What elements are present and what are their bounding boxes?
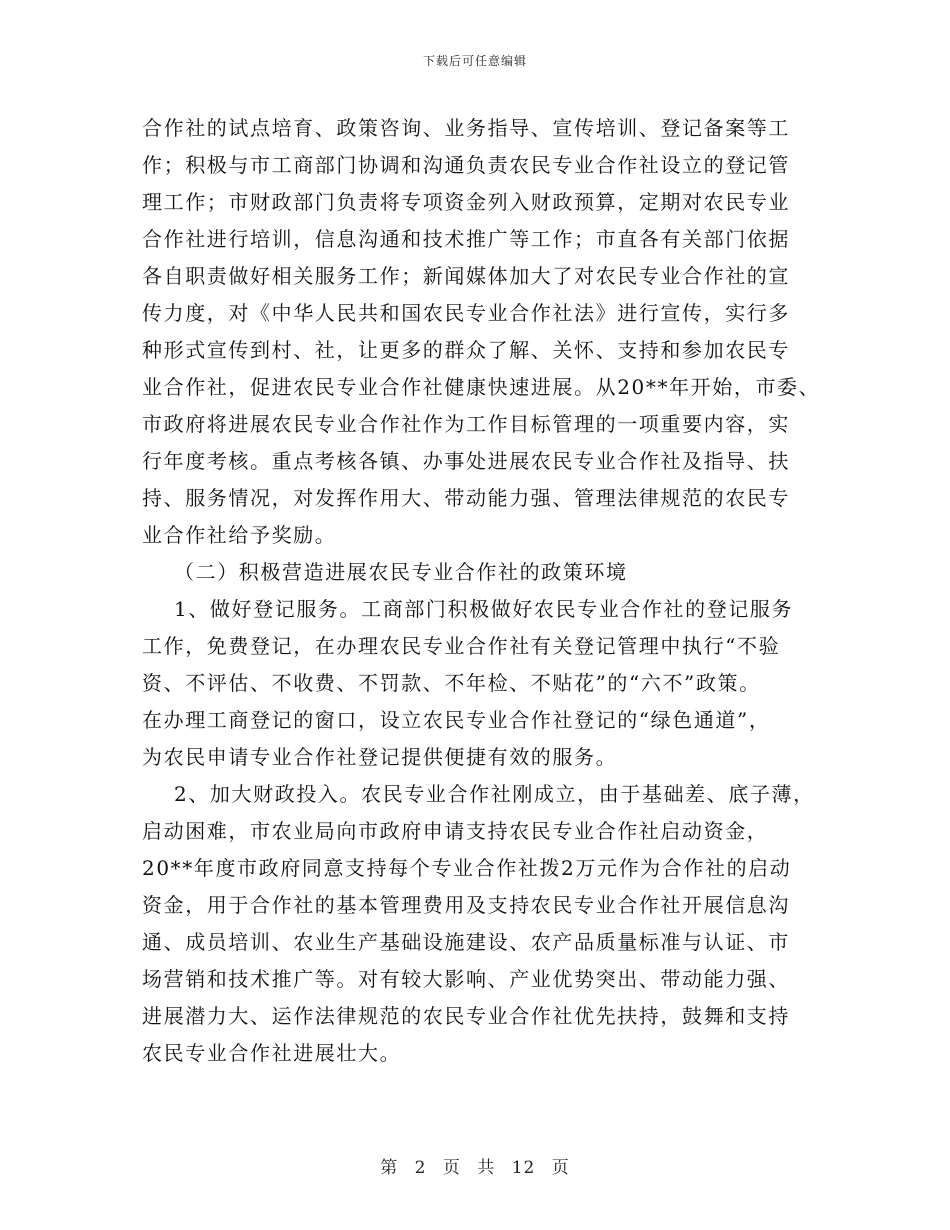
text-line: 传力度，对《中华人民共和国农民专业合作社法》进行宣传，实行多 bbox=[142, 301, 790, 325]
text-line: 资金，用于合作社的基本管理费用及支持农民专业合作社开展信息沟 bbox=[142, 893, 790, 917]
text-line: 各自职责做好相关服务工作；新闻媒体加大了对农民专业合作社的宣 bbox=[142, 264, 790, 288]
footer-total-word: 共 bbox=[477, 1158, 496, 1178]
footer-page-word: 页 bbox=[442, 1158, 461, 1178]
text-line: 行年度考核。重点考核各镇、办事处进展农民专业合作社及指导、扶 bbox=[142, 449, 790, 473]
page-number: 2 bbox=[414, 1158, 427, 1178]
paragraph-first-line: 1、做好登记服务。工商部门积极做好农民专业合作社的登记服务 bbox=[174, 597, 794, 621]
paragraph-first-line: 2、加大财政投入。农民专业合作社刚成立，由于基础差、底子薄， bbox=[174, 782, 815, 806]
text-line: 在办理工商登记的窗口，设立农民专业合作社登记的“绿色通道”， bbox=[142, 708, 771, 732]
text-line: 资、不评估、不收费、不罚款、不年检、不贴花”的“六不”政策。 bbox=[142, 671, 761, 695]
text-line: 启动困难，市农业局向市政府申请支持农民专业合作社启动资金， bbox=[142, 819, 769, 843]
section-heading: （二）积极营造进展农民专业合作社的政策环境 bbox=[174, 560, 628, 584]
footer-prefix: 第 bbox=[380, 1158, 399, 1178]
document-body bbox=[142, 110, 832, 1072]
page-header: 下载后可任意编辑 bbox=[422, 54, 527, 68]
text-line: 工作，免费登记，在办理农民专业合作社有关登记管理中执行“不验 bbox=[142, 634, 781, 658]
text-line: 20**年度市政府同意支持每个专业合作社拨2万元作为合作社的启动 bbox=[142, 856, 792, 880]
text-line: 进展潜力大、运作法律规范的农民专业合作社优先扶持，鼓舞和支持 bbox=[142, 1004, 790, 1028]
text-line: 通、成员培训、农业生产基础设施建设、农产品质量标准与认证、市 bbox=[142, 930, 790, 954]
total-pages: 12 bbox=[511, 1158, 536, 1178]
footer-suffix: 页 bbox=[551, 1158, 570, 1178]
text-line: 业合作社给予奖励。 bbox=[142, 523, 337, 547]
text-line: 合作社的试点培育、政策咨询、业务指导、宣传培训、登记备案等工 bbox=[142, 116, 790, 140]
page-footer bbox=[0, 1153, 950, 1178]
text-line: 理工作；市财政部门负责将专项资金列入财政预算，定期对农民专业 bbox=[142, 190, 790, 214]
text-line: 合作社进行培训，信息沟通和技术推广等工作；市直各有关部门依据 bbox=[142, 227, 790, 251]
text-line: 种形式宣传到村、社，让更多的群众了解、关怀、支持和参加农民专 bbox=[142, 338, 790, 362]
text-line: 作；积极与市工商部门协调和沟通负责农民专业合作社设立的登记管 bbox=[142, 153, 790, 177]
text-line: 业合作社，促进农民专业合作社健康快速进展。从20**年开始，市委、 bbox=[142, 375, 821, 399]
text-line: 市政府将进展农民专业合作社作为工作目标管理的一项重要内容，实 bbox=[142, 412, 790, 436]
text-line: 场营销和技术推广等。对有较大影响、产业优势突出、带动能力强、 bbox=[142, 967, 790, 991]
text-line: 持、服务情况，对发挥作用大、带动能力强、管理法律规范的农民专 bbox=[142, 486, 790, 510]
text-line: 农民专业合作社进展壮大。 bbox=[142, 1041, 402, 1065]
text-line: 为农民申请专业合作社登记提供便捷有效的服务。 bbox=[142, 745, 618, 769]
